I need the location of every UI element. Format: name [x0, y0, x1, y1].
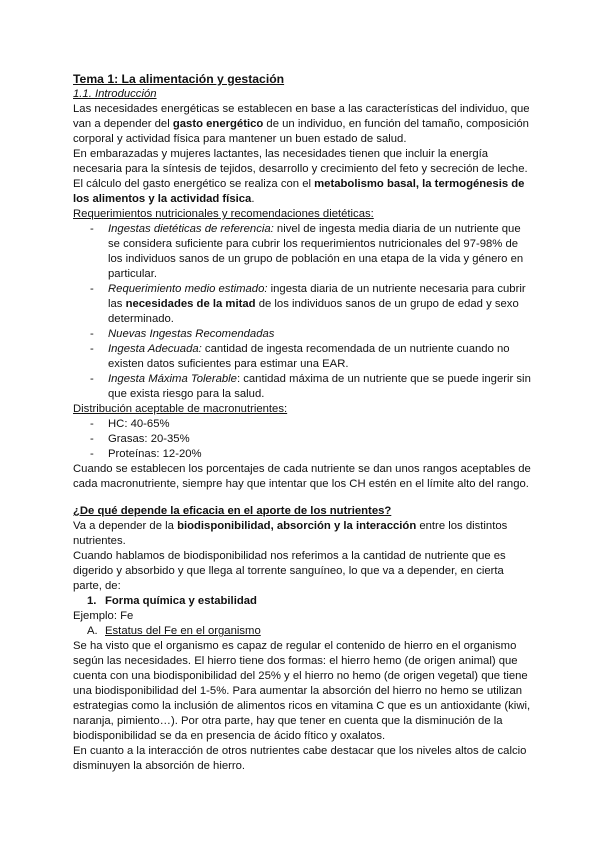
- bold-term: metabolismo basal, la termogénesis de los alimentos y la actividad física: [73, 178, 525, 205]
- numbered-item-label: Forma química y estabilidad: [105, 595, 257, 607]
- eficacia-paragraph-2: Cuando hablamos de biodisponibilidad nos referimos a la cantidad de nutriente que es digerido y absorbido y que llega al torrente sanguíneo, lo que va a depender, en cierta parte, de:: [73, 550, 506, 592]
- list-item: - Proteínas: 12-20%: [73, 447, 533, 462]
- text-run: cantidad de ingesta recomendada de un nutriente cuando no existen datos suficientes para estimar una EAR.: [108, 343, 510, 370]
- spacer: [73, 492, 533, 504]
- italic-term: Requerimiento medio estimado:: [108, 283, 268, 295]
- italic-term: Nuevas Ingestas Recomendadas: [108, 328, 275, 340]
- distribucion-heading: Distribución aceptable de macronutrientes:: [73, 403, 288, 415]
- list-item: - Grasas: 20-35%: [73, 432, 533, 447]
- text-run: Va a depender de la: [73, 520, 178, 532]
- text-run: : cantidad máxima de un nutriente que se puede ingerir sin que exista riesgo para la salud.: [108, 373, 531, 400]
- text-run: de los individuos sanos de un grupo de edad y sexo determinado.: [108, 298, 519, 325]
- list-letter: A.: [87, 625, 98, 637]
- numbered-item-1: [73, 594, 533, 609]
- document-page: [73, 72, 533, 774]
- italic-term: Ingesta Máxima Tolerable: [108, 373, 237, 385]
- text-run: Las necesidades energéticas se establecen en base a las características del individuo, que van a depender del: [73, 103, 530, 130]
- intro-paragraph-2: En embarazadas y mujeres lactantes, las necesidades tienen que incluir la energía necesaria para la síntesis de tejidos, desarrollo y crecimiento del feto y secreción de leche.: [73, 148, 528, 175]
- distribucion-closing-paragraph: Cuando se establecen los porcentajes de cada nutriente se dan unos rangos aceptables de cada macronutriente, siempre hay que intentar que los CH estén en el límite alto del rango.: [73, 463, 531, 490]
- list-item: [73, 222, 533, 282]
- list-item: [73, 342, 533, 372]
- text-run: de un individuo, en función del tamaño, composición corporal y actividad física para mantener un buen estado de salud.: [73, 118, 529, 145]
- hierro-paragraph: Se ha visto que el organismo es capaz de regular el contenido de hierro en el organismo según las necesidades. El hierro tiene dos formas: el hierro hemo (de origen animal) que cuenta con una biodisponibilidad del 25% y el hierro no hemo (de origen vegetal) que tiene una biodisponibilidad del 1-5%. Para aumentar la absorción del hierro no hemo se utilizan estrategias como la inclusión de alimentos ricos en vitamina C que es un antioxidante (kiwi, naranja, pimiento…). Por otra parte, hay que tener en cuenta que la disminución de la biodisponibilidad se da en presencia de ácido fítico y oxalatos.: [73, 640, 531, 742]
- calcio-paragraph: En cuanto a la interacción de otros nutrientes cabe destacar que los niveles altos de calcio disminuyen la absorción de hierro.: [73, 745, 527, 772]
- text-run: ingesta diaria de un nutriente necesaria para cubrir las: [108, 283, 526, 310]
- intro-paragraph-1: [73, 102, 533, 147]
- macronutrientes-list: [73, 417, 533, 462]
- italic-term: Ingestas dietéticas de referencia:: [108, 223, 274, 235]
- list-item: - HC: 40-65%: [73, 417, 533, 432]
- bold-term: gasto energético: [172, 118, 264, 130]
- text-run: nivel de ingesta media diaria de un nutriente que se considera suficiente para cubrir los requerimientos nutricionales del 97-98% de los individuos sanos de un grupo de población en una etapa de la vida y género en particular.: [108, 223, 524, 280]
- requerimientos-heading: Requerimientos nutricionales y recomendaciones dietéticas:: [73, 208, 374, 220]
- list-item: [73, 282, 533, 327]
- lettered-item-label: Estatus del Fe en el organismo: [105, 625, 261, 637]
- bold-term: biodisponibilidad, absorción y la interacción: [177, 520, 417, 532]
- requerimientos-list: [73, 222, 533, 402]
- list-item: [73, 372, 533, 402]
- eficacia-paragraph-1: [73, 519, 533, 549]
- intro-paragraph-3: [73, 177, 533, 207]
- list-item: [73, 327, 533, 342]
- section-heading-introduccion: 1.1. Introducción: [73, 88, 157, 100]
- example-line: Ejemplo: Fe: [73, 610, 134, 622]
- text-run: .: [251, 193, 255, 205]
- lettered-item-a: [73, 624, 533, 639]
- list-number: 1.: [87, 595, 97, 607]
- text-run: El cálculo del gasto energético se realiza con el: [73, 178, 315, 190]
- italic-term: Ingesta Adecuada:: [108, 343, 202, 355]
- bold-term: necesidades de la mitad: [125, 298, 256, 310]
- eficacia-question-heading: ¿De qué depende la eficacia en el aporte de los nutrientes?: [73, 505, 392, 517]
- text-run: entre los distintos nutrientes.: [73, 520, 508, 547]
- document-title: Tema 1: La alimentación y gestación: [73, 72, 285, 86]
